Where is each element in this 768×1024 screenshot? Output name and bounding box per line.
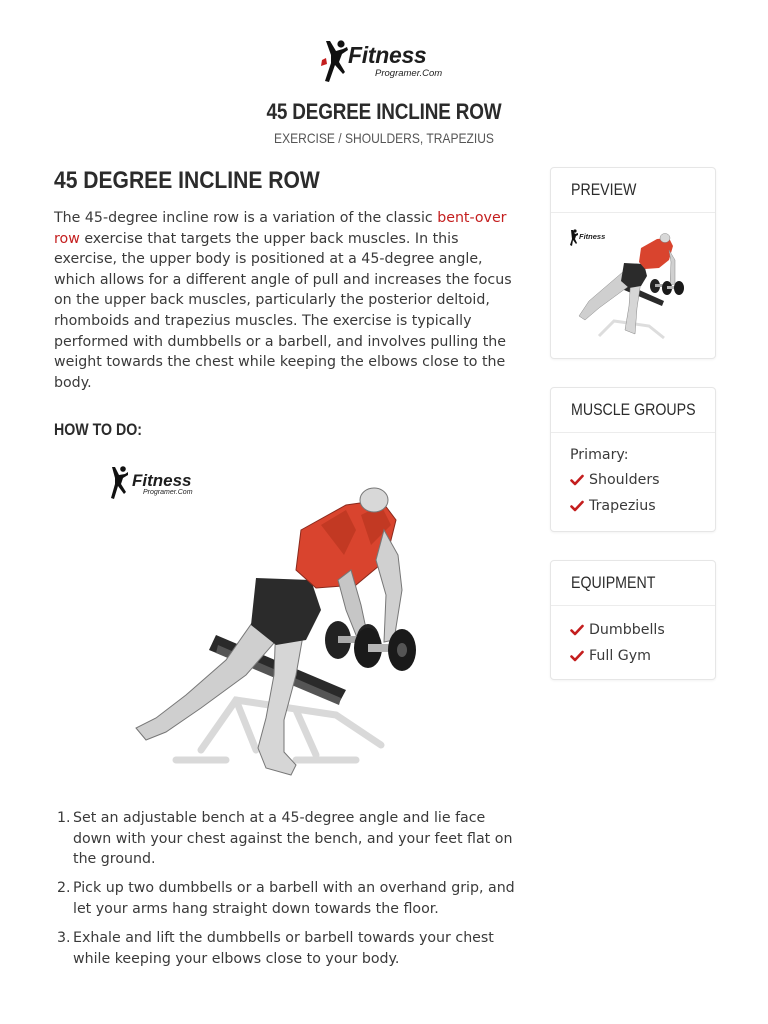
muscle-groups-header [551, 388, 715, 433]
check-icon [570, 650, 584, 662]
muscle-groups-title: MUSCLE GROUPS [571, 400, 696, 419]
intro-text-end: exercise that targets the upper back muscles. In this exercise, the upper body is positioned at a 45-degree angle, which allows for a different angle of pull and increases the focus on the upper back muscles, particularly the posterior deltoid, rhomboids and trapezius muscles. The exercise is typically performed with dumbbells or a barbell, and involves pulling the weight towards the chest while keeping the elbows close to the body. [54, 230, 512, 391]
equipment-item-full-gym[interactable] [570, 646, 715, 666]
equipment-header [551, 561, 715, 606]
preview-thumb-logo: Fitness [579, 232, 606, 241]
equipment-body [551, 606, 715, 666]
step-text: Set an adjustable bench at a 45-degree angle and lie face down with your chest against the bench, and your feet flat on the ground. [73, 810, 513, 868]
image-logo-icon [111, 466, 193, 499]
site-logo[interactable] [317, 38, 457, 86]
right-arm [376, 530, 402, 642]
muscle-groups-body [551, 433, 715, 516]
preview-card-header [551, 168, 715, 213]
muscle-item-label: Shoulders [589, 472, 660, 488]
muscle-item-shoulders[interactable] [570, 470, 715, 490]
instruction-steps [54, 808, 524, 978]
step-text: Pick up two dumbbells or a barbell with an overhand grip, and let your arms hang straight down towards the floor. [73, 880, 515, 917]
breadcrumb [54, 130, 714, 146]
image-logo-brand: Fitness [132, 471, 192, 490]
preview-thumbnail[interactable] [569, 226, 697, 350]
exercise-illustration [106, 460, 436, 785]
step-number: 3. [57, 929, 71, 946]
exercise-heading: 45 DEGREE INCLINE ROW [54, 167, 320, 194]
equipment-title: EQUIPMENT [571, 573, 656, 592]
step-item [54, 808, 524, 870]
step-text: Exhale and lift the dumbbells or barbell towards your chest while keeping your elbows close to your body. [73, 929, 494, 967]
muscle-groups-card [550, 387, 716, 532]
breadcrumb-exercise[interactable]: EXERCISE [274, 130, 335, 146]
step-item [54, 928, 524, 969]
check-icon [570, 624, 584, 636]
equipment-card [550, 560, 716, 680]
equipment-item-dumbbells[interactable] [570, 620, 715, 640]
image-logo-subtitle: Programer.Com [143, 489, 193, 496]
bent-over-row-link[interactable]: bent-over row [54, 210, 507, 247]
logo-subtitle: Programer.Com [375, 68, 443, 79]
equipment-item-label: Dumbbells [589, 622, 665, 638]
logo-brand: Fitness [348, 42, 427, 68]
check-icon [570, 500, 584, 512]
equipment-item-label: Full Gym [589, 648, 651, 664]
check-icon [570, 474, 584, 486]
intro-paragraph [54, 208, 519, 393]
breadcrumb-muscles[interactable]: SHOULDERS, TRAPEZIUS [344, 130, 494, 146]
step-item [54, 878, 524, 919]
breadcrumb-separator: / [334, 130, 345, 146]
page-title: 45 DEGREE INCLINE ROW [266, 99, 502, 124]
how-to-heading: HOW TO DO: [54, 421, 143, 439]
head [360, 488, 388, 512]
muscle-item-label: Trapezius [589, 498, 656, 514]
primary-label: Primary: [570, 447, 629, 463]
preview-title: PREVIEW [571, 180, 637, 199]
preview-card [550, 167, 716, 359]
intro-text-start: The 45-degree incline row is a variation of the classic [54, 210, 438, 226]
step-number: 1. [57, 810, 71, 826]
muscle-item-trapezius[interactable] [570, 496, 715, 516]
step-number: 2. [57, 880, 71, 897]
